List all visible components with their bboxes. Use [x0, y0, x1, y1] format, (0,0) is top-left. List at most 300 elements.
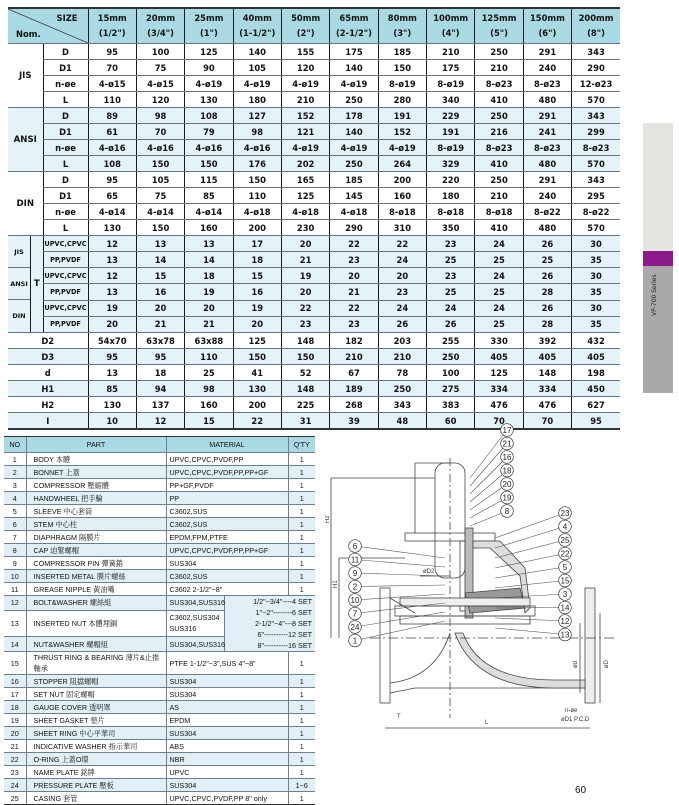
dimension-label: n-øe [43, 140, 88, 156]
thickness-value: 20 [185, 300, 233, 316]
thickness-value: 20 [378, 268, 426, 284]
material-label: UPVC,CPVC [43, 268, 88, 284]
dimension-value: 125 [185, 44, 233, 60]
part-material: C3602,SUS [166, 518, 288, 531]
side-tab-band [643, 251, 673, 266]
dimension-value: 225 [281, 397, 329, 413]
callout-number: 6 [352, 541, 358, 551]
dimension-label: D1 [43, 60, 88, 76]
thickness-value: 22 [330, 300, 378, 316]
dimension-value: 100 [136, 44, 184, 60]
dimension-value: 75 [136, 188, 184, 204]
size-column-header [330, 8, 378, 44]
dimension-value: 115 [185, 172, 233, 188]
dimension-value: 476 [475, 397, 523, 413]
ne-label: n-øe [565, 708, 578, 714]
dimension-value: 105 [233, 60, 281, 76]
part-number: 17 [4, 688, 26, 701]
parts-row [4, 652, 315, 675]
thickness-value: 23 [378, 284, 426, 300]
dimension-value: 291 [523, 44, 571, 60]
thickness-value: 16 [136, 284, 184, 300]
dimension-value: 60 [427, 413, 475, 430]
size-inch: (6") [538, 28, 557, 38]
part-name: COMPRESSOR PIN 彈簧銷 [26, 557, 166, 570]
l-label: L [485, 720, 489, 726]
size-mm: 20mm [145, 13, 176, 23]
part-material: AS [166, 701, 288, 714]
thickness-value: 25 [475, 284, 523, 300]
part-number: 20 [4, 727, 26, 740]
part-name: STEM 中心柱 [26, 518, 166, 531]
dimension-value: 4-ø19 [233, 76, 281, 92]
dimension-value: 108 [88, 156, 136, 172]
part-number: 16 [4, 675, 26, 688]
thickness-value: 20 [233, 316, 281, 332]
thickness-value: 23 [427, 268, 475, 284]
dimension-value: 8-ø22 [523, 204, 571, 220]
dimension-value: 130 [88, 220, 136, 236]
dimension-row [8, 60, 620, 76]
dimension-value: 4-ø19 [281, 140, 329, 156]
general-dimension-row [8, 381, 620, 397]
thickness-value: 24 [475, 300, 523, 316]
series-side-tab [643, 123, 673, 393]
part-callout [470, 505, 513, 526]
dimension-value: 148 [523, 365, 571, 381]
dimension-value: 432 [572, 333, 620, 349]
part-name: NAME PLATE 銘牌 [26, 766, 166, 779]
dimension-value: 295 [572, 188, 620, 204]
dimension-value: 165 [281, 172, 329, 188]
part-quantity: 1 [288, 753, 315, 766]
thickness-value: 19 [88, 300, 136, 316]
part-material: UPVC [166, 766, 288, 779]
part-quantity: 1 [288, 518, 315, 531]
d1-pcd-label: øD1 P.C.D [561, 717, 590, 723]
thickness-row [8, 252, 620, 268]
dimension-value: 210 [475, 188, 523, 204]
callout-number: 9 [352, 568, 358, 578]
general-dimension-row [8, 349, 620, 365]
dimension-value: 210 [281, 92, 329, 108]
part-callout [495, 628, 571, 641]
dimension-value: 48 [378, 413, 426, 430]
part-name: INDICATIVE WASHER 指示華司 [26, 740, 166, 753]
part-name: CAP 迫緊螺帽 [26, 544, 166, 557]
parts-row [4, 688, 315, 701]
part-quantity: 1 [288, 714, 315, 727]
size-column-header [427, 8, 475, 44]
callout-number: 16 [502, 452, 512, 462]
callout-number: 11 [350, 555, 360, 565]
dimension-value: 200 [233, 397, 281, 413]
dimension-value: 268 [330, 397, 378, 413]
thickness-row [8, 300, 620, 316]
dimension-value: 343 [572, 172, 620, 188]
dimension-row [8, 220, 620, 236]
thickness-value: 24 [378, 252, 426, 268]
dimension-value: 191 [427, 124, 475, 140]
size-inch: (1") [199, 28, 218, 38]
thickness-value: 24 [475, 236, 523, 252]
part-number: 13 [4, 610, 26, 636]
dimension-value: 299 [572, 124, 620, 140]
dimension-value: 480 [523, 92, 571, 108]
callout-number: 13 [560, 630, 570, 640]
header-qty: Q'TY [288, 437, 315, 453]
dimension-value: 210 [378, 349, 426, 365]
thickness-value: 23 [330, 252, 378, 268]
dimension-value: 291 [523, 108, 571, 124]
size-mm: 15mm [97, 13, 127, 23]
thickness-value: 23 [281, 316, 329, 332]
dimension-label: D [43, 108, 88, 124]
callout-number: 2 [352, 582, 358, 592]
part-quantity: 1 [288, 466, 315, 479]
dimension-value: 4-ø18 [330, 204, 378, 220]
part-material: EPDM [166, 714, 288, 727]
dimension-value: 185 [330, 172, 378, 188]
thickness-value: 25 [523, 252, 571, 268]
part-name: GAUGE COVER 透明罩 [26, 701, 166, 714]
parts-row [4, 766, 315, 779]
size-column-header [88, 8, 136, 44]
dimension-value: 120 [136, 92, 184, 108]
size-inch: (2") [296, 28, 315, 38]
dimension-label: D [43, 172, 88, 188]
part-number: 25 [4, 792, 26, 805]
dimension-value: 405 [572, 349, 620, 365]
part-name: NUT&WASHER 螺帽組 [26, 637, 166, 652]
dimension-value: 160 [378, 188, 426, 204]
part-callout [349, 580, 445, 593]
dimension-value: 63x78 [136, 333, 184, 349]
dimension-value: 8-ø18 [427, 204, 475, 220]
thickness-value: 13 [185, 236, 233, 252]
part-name: DIAPHRAGM 隔膜片 [26, 531, 166, 544]
size-mm: 25mm [194, 13, 224, 23]
dimension-value: 240 [523, 60, 571, 76]
dimension-value: 10 [88, 413, 136, 430]
dimension-value: 220 [427, 172, 475, 188]
dimension-value: 8-ø18 [378, 204, 426, 220]
standard-label: JIS [8, 44, 43, 108]
part-callout [349, 540, 445, 558]
thickness-value: 28 [523, 316, 571, 332]
part-number: 18 [4, 701, 26, 714]
dimension-value: 275 [427, 381, 475, 397]
part-number: 8 [4, 544, 26, 557]
dimension-value: 250 [475, 44, 523, 60]
callout-number: 17 [502, 425, 512, 435]
parts-row [4, 466, 315, 479]
part-material: UPVC,CPVC,PVDF,PP [166, 453, 288, 466]
size-inch: (1/2") [98, 28, 126, 38]
header-part: PART [26, 437, 166, 453]
thickness-value: 19 [185, 284, 233, 300]
thickness-value: 15 [136, 268, 184, 284]
dimension-value: 95 [88, 172, 136, 188]
size-mm: 80mm [387, 13, 417, 23]
dimension-value: 330 [475, 333, 523, 349]
dimension-value: 4-ø14 [185, 204, 233, 220]
part-material: SUS304 [166, 779, 288, 792]
dimension-value: 4-ø14 [136, 204, 184, 220]
part-number: 24 [4, 779, 26, 792]
dimension-value: 148 [281, 381, 329, 397]
thickness-value: 20 [330, 268, 378, 284]
dimension-label: L [43, 92, 88, 108]
part-material: SUS304 [166, 688, 288, 701]
dimension-value: 570 [572, 220, 620, 236]
dimension-value: 291 [523, 172, 571, 188]
size-header-row [8, 8, 620, 44]
dimension-value: 120 [281, 60, 329, 76]
dimension-value: 95 [572, 413, 620, 430]
dimension-value: 125 [281, 188, 329, 204]
dimension-value: 12-ø23 [572, 76, 620, 92]
size-column-header [523, 8, 571, 44]
thickness-value: 25 [427, 284, 475, 300]
material-label: PP,PVDF [43, 252, 88, 268]
dimension-value: 4-ø18 [281, 204, 329, 220]
dimension-value: 8-ø23 [523, 140, 571, 156]
dimension-value: 85 [185, 188, 233, 204]
dimension-label: n-øe [43, 204, 88, 220]
parts-table [4, 436, 315, 805]
part-quantity: 1 [288, 492, 315, 505]
dimension-value: 250 [475, 172, 523, 188]
dimension-label: H2 [8, 397, 88, 413]
dimension-value: 343 [572, 108, 620, 124]
thickness-value: 26 [523, 268, 571, 284]
thickness-value: 22 [281, 300, 329, 316]
dimension-value: 140 [330, 60, 378, 76]
set-count: 1/2"~3/4"----4 SET [253, 597, 313, 606]
part-material: C3602 2-1/2"~8" [166, 583, 288, 596]
dimension-value: 230 [281, 220, 329, 236]
part-number: 1 [4, 453, 26, 466]
part-material: UPVC,CPVC,PVDF,PP,PP+GF [166, 544, 288, 557]
dimension-value: 405 [523, 349, 571, 365]
dimension-value: 185 [378, 44, 426, 60]
dimension-value: 4-ø15 [88, 76, 136, 92]
dimension-label: H1 [8, 381, 88, 397]
callout-number: 20 [502, 479, 512, 489]
dimension-value: 75 [136, 60, 184, 76]
dimension-value: 150 [281, 349, 329, 365]
dimension-label: I [8, 413, 88, 430]
size-mm: 50mm [291, 13, 321, 23]
dimension-value: 476 [523, 397, 571, 413]
part-material: C3602,SUS [166, 570, 288, 583]
dimension-value: 137 [136, 397, 184, 413]
part-number: 10 [4, 570, 26, 583]
part-material: SUS304 [166, 557, 288, 570]
thickness-value: 20 [88, 316, 136, 332]
part-callout [495, 615, 571, 628]
size-column-header [572, 8, 620, 44]
thickness-value: 14 [136, 252, 184, 268]
dimension-value: 125 [233, 333, 281, 349]
thickness-t-label: T [33, 279, 40, 289]
thickness-value: 22 [330, 236, 378, 252]
dimension-value: 180 [233, 92, 281, 108]
thickness-row [8, 268, 620, 284]
dimension-value: 63x88 [185, 333, 233, 349]
dimension-value: 255 [427, 333, 475, 349]
nom-label: Nom. [16, 29, 41, 39]
dimension-value: 627 [572, 397, 620, 413]
dimension-value: 13 [88, 365, 136, 381]
dimension-value: 8-ø23 [475, 76, 523, 92]
dimension-value: 100 [427, 365, 475, 381]
dimension-value: 95 [88, 349, 136, 365]
dimension-value: 450 [572, 381, 620, 397]
part-quantity: 1 [288, 544, 315, 557]
dimension-label: D2 [8, 333, 88, 349]
part-material: UPVC,CPVC,PVDF,PP,PP+GF [166, 466, 288, 479]
thickness-row [8, 236, 620, 252]
part-number: 4 [4, 492, 26, 505]
dimension-value: 160 [185, 220, 233, 236]
part-quantity: 1 [288, 479, 315, 492]
dimension-row [8, 204, 620, 220]
dimension-row [8, 44, 620, 60]
dimension-value: 200 [378, 172, 426, 188]
dimension-value: 210 [427, 44, 475, 60]
size-mm: 40mm [242, 13, 272, 23]
part-material: PP+GF,PVDF [166, 479, 288, 492]
part-quantity: 1 [288, 570, 315, 583]
dimension-value: 180 [427, 188, 475, 204]
part-quantity: 1 [288, 583, 315, 596]
dimension-value: 250 [330, 92, 378, 108]
dimension-row [8, 188, 620, 204]
thickness-value: 14 [185, 252, 233, 268]
callout-number: 21 [502, 439, 512, 449]
side-tab-bottom [643, 266, 673, 393]
dimension-value: 410 [475, 156, 523, 172]
thickness-value: 12 [88, 236, 136, 252]
size-mm: 200mm [578, 13, 614, 23]
dimension-value: 250 [330, 156, 378, 172]
dimension-value: 8-ø19 [427, 140, 475, 156]
dimension-value: 150 [136, 220, 184, 236]
d2-label: øD2 [423, 569, 435, 575]
dimension-value: 343 [572, 44, 620, 60]
thickness-value: 20 [136, 300, 184, 316]
dimension-value: 191 [378, 108, 426, 124]
dimension-value: 4-ø15 [136, 76, 184, 92]
part-name: PRESSURE PLATE 壓板 [26, 779, 166, 792]
valve-cross-section-diagram [325, 418, 625, 748]
dimension-value: 65 [88, 188, 136, 204]
dimension-value: 121 [281, 124, 329, 140]
callout-number: 15 [560, 576, 570, 586]
dimension-value: 70 [523, 413, 571, 430]
thickness-standard-label: DIN [12, 312, 26, 320]
dimension-value: 70 [475, 413, 523, 430]
thickness-value: 15 [233, 268, 281, 284]
dimension-value: 89 [88, 108, 136, 124]
part-name: SLEEVE 中心套筒 [26, 505, 166, 518]
thickness-value: 35 [572, 284, 620, 300]
dimension-value: 216 [475, 124, 523, 140]
part-number: 5 [4, 505, 26, 518]
parts-row [4, 479, 315, 492]
part-material: C3602,SUS304 SUS316 [166, 610, 224, 636]
dimension-value: 176 [233, 156, 281, 172]
part-quantity: 1 [288, 453, 315, 466]
material-label: UPVC,CPVC [43, 236, 88, 252]
thickness-value: 35 [572, 252, 620, 268]
size-inch: (5") [490, 28, 508, 38]
dimension-value: 8-ø19 [427, 76, 475, 92]
body-bottom [390, 598, 585, 693]
part-name: O-RING 上蓋O環 [26, 753, 166, 766]
thickness-value: 16 [233, 284, 281, 300]
dimension-row [8, 140, 620, 156]
part-quantity: 1 [288, 727, 315, 740]
parts-row [4, 531, 315, 544]
part-name: SHEET RING 中心平華司 [26, 727, 166, 740]
thickness-value: 23 [427, 236, 475, 252]
thickness-value: 20 [281, 236, 329, 252]
dimension-value: 22 [233, 413, 281, 430]
dimension-value: 4-ø19 [330, 76, 378, 92]
thickness-value: 30 [572, 300, 620, 316]
dimension-value: 4-ø16 [233, 140, 281, 156]
thickness-value: 26 [523, 300, 571, 316]
dimension-row [8, 92, 620, 108]
thickness-value: 21 [281, 252, 329, 268]
dimension-value: 4-ø14 [88, 204, 136, 220]
size-column-header [281, 8, 329, 44]
dimension-value: 343 [378, 397, 426, 413]
part-quantity: 1 [288, 766, 315, 779]
dimension-value: 8-ø19 [378, 76, 426, 92]
left-flange [380, 588, 390, 703]
dimension-row [8, 156, 620, 172]
parts-row [4, 583, 315, 596]
dimension-value: 8-ø23 [523, 76, 571, 92]
callout-number: 23 [560, 508, 570, 518]
standard-label: DIN [8, 172, 43, 236]
dimension-value: 350 [427, 220, 475, 236]
dimension-value: 8-ø18 [475, 204, 523, 220]
part-callout [349, 553, 445, 567]
parts-header-row [4, 437, 315, 453]
dimension-value: 125 [475, 365, 523, 381]
dimension-value: 189 [330, 381, 378, 397]
dimension-value: 110 [185, 349, 233, 365]
dimension-value: 310 [378, 220, 426, 236]
dimension-value: 79 [185, 124, 233, 140]
dimension-value: 150 [185, 156, 233, 172]
dimension-value: 130 [185, 92, 233, 108]
part-name: BOLT&WASHER 螺絲組 [26, 596, 166, 611]
thickness-value: 17 [233, 236, 281, 252]
dimension-value: 39 [330, 413, 378, 430]
dimension-value: 52 [281, 365, 329, 381]
dimension-value: 70 [136, 124, 184, 140]
parts-row [4, 544, 315, 557]
bolt-set-counts [224, 596, 315, 652]
callout-number: 19 [502, 493, 512, 503]
dimension-value: 12 [136, 413, 184, 430]
